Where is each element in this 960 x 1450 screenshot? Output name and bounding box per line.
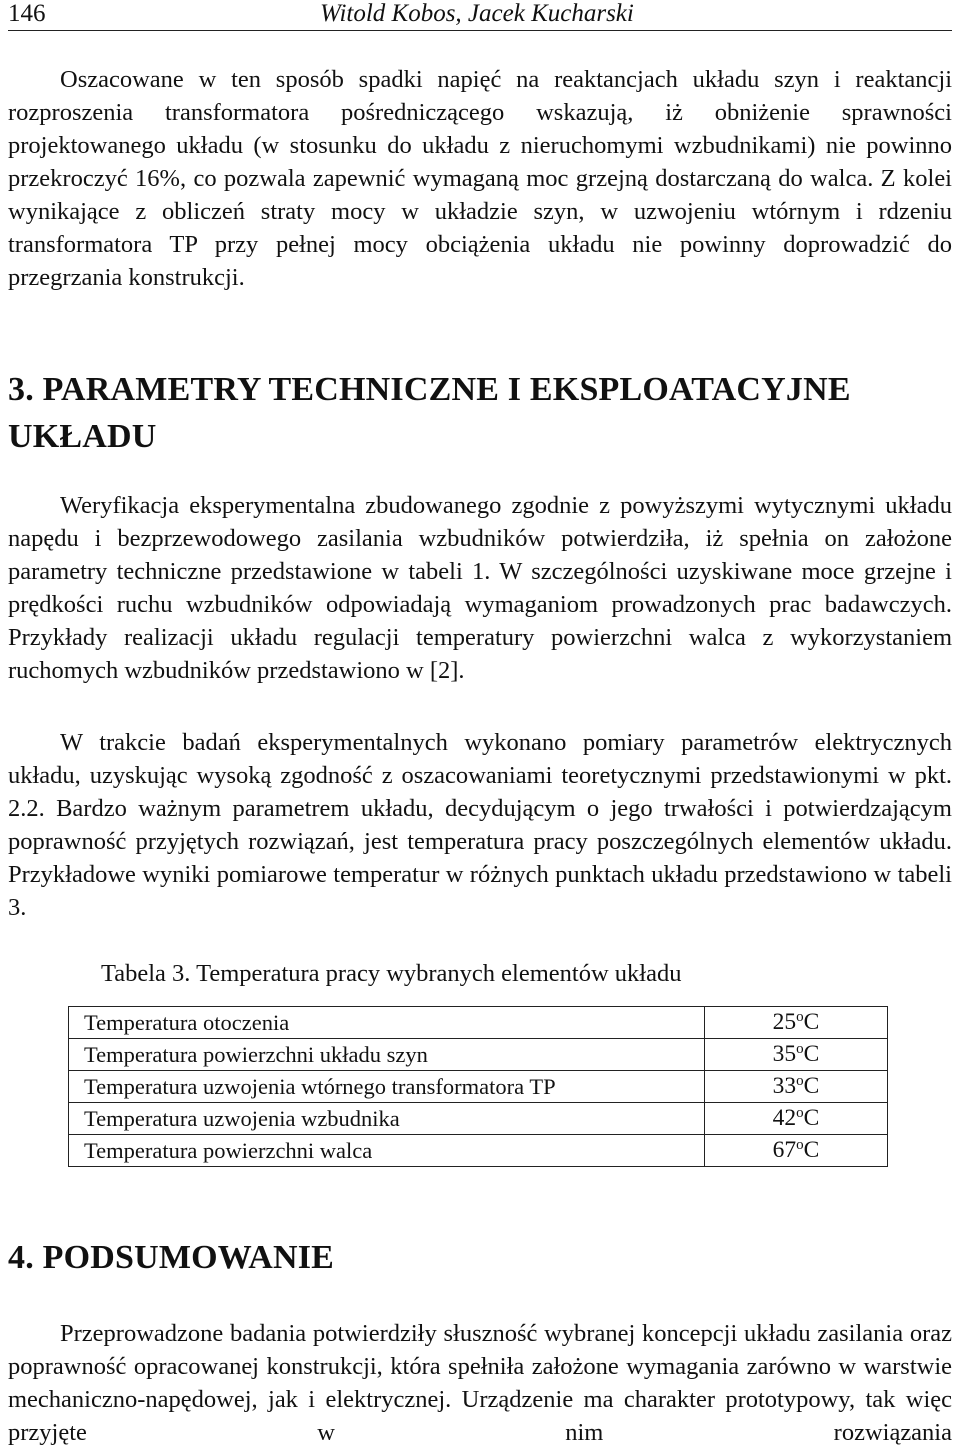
temperature-number: 33 — [772, 1073, 797, 1099]
temperature-unit: C — [803, 1041, 820, 1067]
table-3-caption: Tabela 3. Temperatura pracy wybranych elementów układu — [101, 960, 682, 987]
section-3-heading: 3. PARAMETRY TECHNICZNE I EKSPLOATACYJNE UKŁADU — [8, 371, 851, 455]
section-4-heading: 4. PODSUMOWANIE — [8, 1239, 335, 1276]
temperature-unit: C — [803, 1073, 820, 1099]
temperature-unit: C — [803, 1137, 820, 1163]
temperature-unit: C — [803, 1105, 820, 1131]
degree-mark: o — [796, 1009, 804, 1025]
row-label: Temperatura uzwojenia wzbudnika — [69, 1103, 705, 1135]
section-3-paragraph-2: W trakcie badań eksperymentalnych wykonano pomiary parametrów elektrycznych układu, uzyskując wysoką zgodność z oszacowaniami teoretycznymi przedstawionymi w pkt. 2.2. Bardzo ważnym parametrem układu, decydującym o jego trwałości i potwierdzającym poprawność przyjętych rozwiązań, jest temperatura pracy poszczególnych elementów układu. Przykładowe wyniki pomiarowe temperatur w różnych punktach układu przedstawiono w tabeli 3. — [8, 729, 952, 921]
row-value — [705, 1103, 888, 1135]
temperature-table — [68, 1006, 888, 1167]
row-value — [705, 1007, 888, 1039]
row-value — [705, 1135, 888, 1167]
page-number: 146 — [8, 0, 46, 27]
table-row — [69, 1071, 888, 1103]
temperature-number: 42 — [772, 1105, 797, 1131]
section-3-paragraph-1: Weryfikacja eksperymentalna zbudowanego zgodnie z powyższymi wytycznymi układu napędu i bezprzewodowego zasilania wzbudników potwierdziła, iż spełnia on założone parametry techniczne przedstawione w tabeli 1. W szczególności uzyskiwane moce grzejne i prędkości ruchu wzbudników odpowiadają wymaganiom prowadzonych prac badawczych. Przykłady realizacji układu regulacji temperatury powierzchni walca z wykorzystaniem ruchomych wzbudników przedstawiono w [2]. — [8, 492, 952, 684]
temperature-number: 35 — [772, 1041, 797, 1067]
table-row — [69, 1039, 888, 1071]
running-head-authors: Witold Kobos, Jacek Kucharski — [320, 0, 634, 27]
table-row — [69, 1007, 888, 1039]
page-header — [8, 0, 952, 31]
row-label: Temperatura otoczenia — [69, 1007, 705, 1039]
temperature-number: 25 — [772, 1009, 797, 1035]
temperature-unit: C — [803, 1009, 820, 1035]
degree-mark: o — [796, 1137, 804, 1153]
row-value — [705, 1039, 888, 1071]
temperature-number: 67 — [772, 1137, 797, 1163]
row-label: Temperatura powierzchni walca — [69, 1135, 705, 1167]
degree-mark: o — [796, 1105, 804, 1121]
row-label: Temperatura uzwojenia wtórnego transformatora TP — [69, 1071, 705, 1103]
table-row — [69, 1135, 888, 1167]
section-4-paragraph-1: Przeprowadzone badania potwierdziły słuszność wybranej koncepcji układu zasilania oraz poprawność opracowanej konstrukcji, która spełniła założone wymagania zarówno w warstwie mechaniczno-napędowej, jak i elektrycznej. Urządzenie ma charakter prototypowy, tak więc przyjęte w nim rozwiązania — [8, 1320, 952, 1446]
intro-paragraph: Oszacowane w ten sposób spadki napięć na reaktancjach układu szyn i reaktancji rozproszenia transformatora pośredniczącego wskazują, iż obniżenie sprawności projektowanego układu (w stosunku do układu z nieruchomymi wzbudnikami) nie powinno przekroczyć 16%, co pozwala zapewnić wymaganą moc grzejną dostarczaną do walca. Z kolei wynikające z obliczeń straty mocy w układzie szyn, w uzwojeniu wtórnym i rdzeniu transformatora TP przy pełnej mocy obciążenia układu nie powinny doprowadzić do przegrzania konstrukcji. — [8, 66, 952, 291]
row-label: Temperatura powierzchni układu szyn — [69, 1039, 705, 1071]
degree-mark: o — [796, 1073, 804, 1089]
degree-mark: o — [796, 1041, 804, 1057]
row-value — [705, 1071, 888, 1103]
table-row — [69, 1103, 888, 1135]
